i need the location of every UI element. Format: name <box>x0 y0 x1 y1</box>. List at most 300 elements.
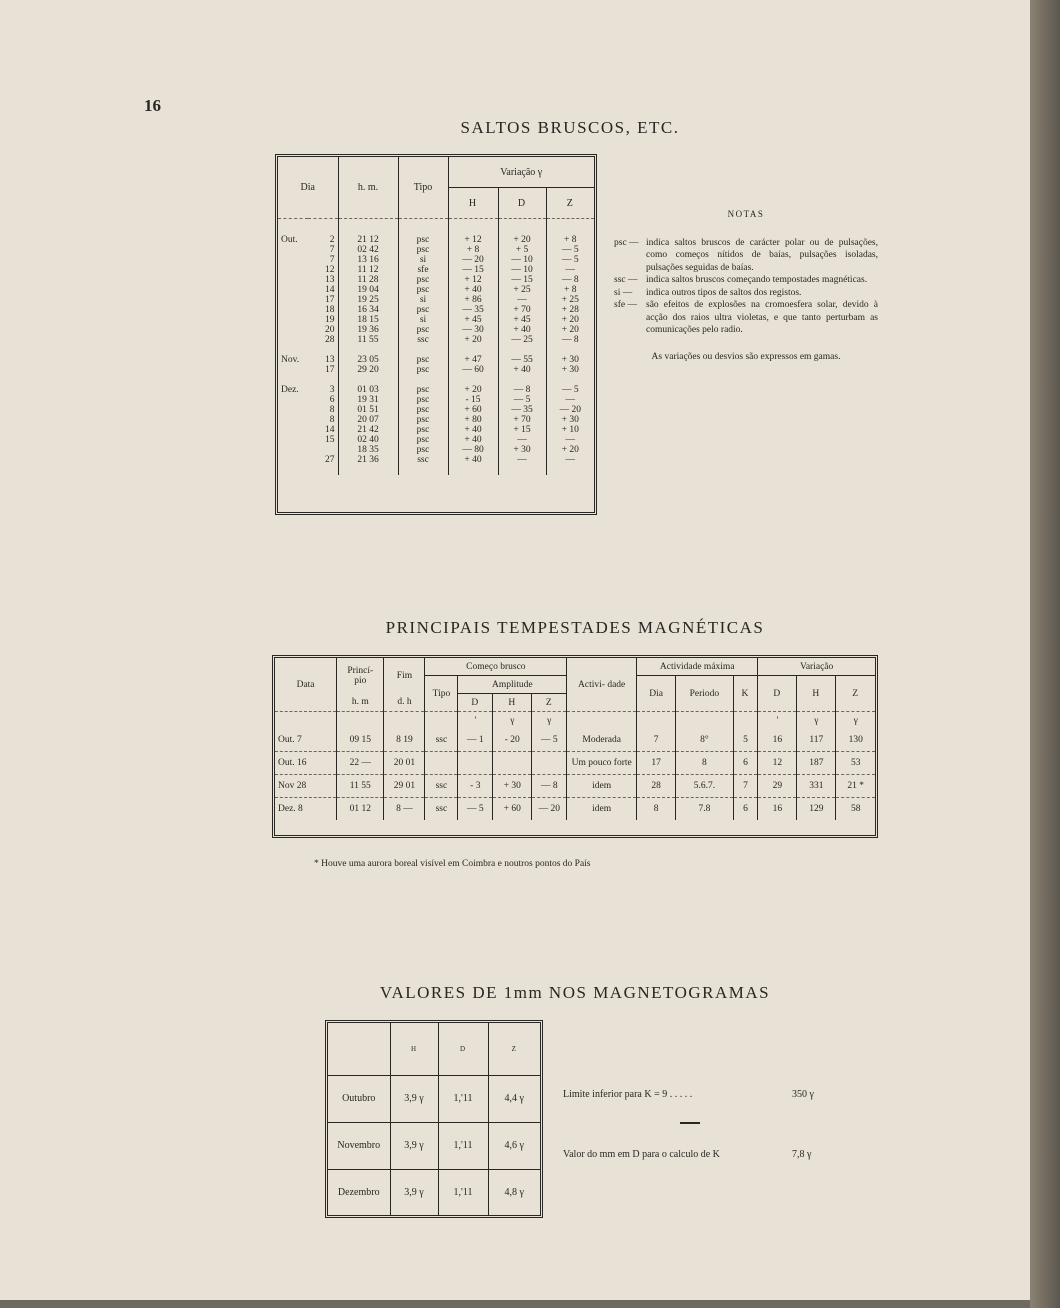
cell: — 5 <box>458 798 493 821</box>
cell: psc <box>398 235 448 245</box>
col-periodo: Periodo <box>676 676 734 712</box>
col-comeco: Começo brusco <box>425 658 567 676</box>
cell: psc <box>398 445 448 455</box>
cell: psc <box>398 305 448 315</box>
cell: 22 — <box>337 752 384 775</box>
cell: + 40 <box>448 425 498 435</box>
cell: + 20 <box>546 315 594 325</box>
cell: 7 <box>733 775 758 798</box>
cell: 3,9 γ <box>390 1170 438 1215</box>
saltos-table <box>278 157 594 475</box>
valores-table-body <box>328 1075 540 1215</box>
cell: 1,'11 <box>438 1075 488 1122</box>
cell: 1,'11 <box>438 1122 488 1169</box>
cell: 6 <box>329 395 335 405</box>
table-row <box>275 798 875 821</box>
table-row <box>278 365 594 375</box>
unit-h-amp: γ <box>493 712 532 730</box>
cell: 20 <box>325 325 335 335</box>
cell: 02 42 <box>338 245 398 255</box>
col-z: Z <box>546 188 594 219</box>
cell: + 20 <box>546 445 594 455</box>
cell: — 60 <box>448 365 498 375</box>
cell: - 3 <box>458 775 493 798</box>
cell: + 12 <box>448 275 498 285</box>
cell: 01 12 <box>337 798 384 821</box>
cell: + 20 <box>448 335 498 345</box>
saltos-title: SALTOS BRUSCOS, ETC. <box>460 118 680 137</box>
cell: 8 19 <box>384 729 425 752</box>
valores-table <box>328 1023 540 1215</box>
table-row <box>278 265 594 275</box>
cell: + 40 <box>448 285 498 295</box>
valores-table-frame <box>325 1020 543 1218</box>
table-row <box>278 305 594 315</box>
cell: psc <box>398 435 448 445</box>
cell: psc <box>398 395 448 405</box>
cell: 16 34 <box>338 305 398 315</box>
cell <box>278 365 308 375</box>
cell: + 45 <box>448 315 498 325</box>
cell: + 5 <box>498 245 546 255</box>
table-row <box>278 385 594 395</box>
cell: si <box>398 255 448 265</box>
cell: — <box>498 435 546 445</box>
cell: ssc <box>425 798 458 821</box>
divider <box>680 1122 700 1124</box>
cell <box>278 405 308 415</box>
col-h-v: H <box>390 1023 438 1075</box>
cell: 21 36 <box>338 455 398 465</box>
cell: — 8 <box>546 275 594 285</box>
cell: 2 <box>329 235 335 245</box>
cell: 18 <box>325 305 335 315</box>
notas <box>614 208 878 363</box>
cell: + 8 <box>546 285 594 295</box>
col-act-max: Actividade máxima <box>637 658 758 676</box>
cell <box>278 265 308 275</box>
cell: 21 12 <box>338 235 398 245</box>
table-row <box>278 415 594 425</box>
cell: + 40 <box>448 435 498 445</box>
cell: + 30 <box>546 415 594 425</box>
cell: 23 05 <box>338 355 398 365</box>
tempestades-table <box>275 658 875 820</box>
cell <box>278 295 308 305</box>
cell: Out. 7 <box>275 729 337 752</box>
cell: 29 <box>758 775 797 798</box>
cell <box>278 285 308 295</box>
cell: 7 <box>637 729 676 752</box>
cell: 4,6 γ <box>488 1122 540 1169</box>
cell: 19 31 <box>338 395 398 405</box>
unit-z-amp: γ <box>532 712 567 730</box>
cell: psc <box>398 275 448 285</box>
cell: + 30 <box>493 775 532 798</box>
cell: Dezembro <box>337 1187 380 1199</box>
cell: ssc <box>398 335 448 345</box>
cell <box>278 335 308 345</box>
col-dia: Dia <box>278 157 338 219</box>
cell: — 5 <box>546 255 594 265</box>
col-variacao: Variação γ <box>448 157 594 188</box>
col-z-v: Z <box>488 1023 540 1075</box>
cell: idem <box>567 798 637 821</box>
cell: 19 04 <box>338 285 398 295</box>
cell: — 30 <box>448 325 498 335</box>
saltos-table-frame <box>275 154 597 515</box>
cell: + 20 <box>448 385 498 395</box>
cell: psc <box>398 415 448 425</box>
cell: 16 <box>758 798 797 821</box>
cell: Nov 28 <box>275 775 337 798</box>
cell: ssc <box>425 729 458 752</box>
note-text: são efeitos de explosões na cromoesfera solar, devido à acção dos raios ultra violetas, e que tanto perturbam as comunicações pelo radio. <box>646 300 878 335</box>
units-row <box>275 712 875 730</box>
cell: 18 35 <box>338 445 398 455</box>
cell: si <box>398 315 448 325</box>
table-row <box>275 729 875 752</box>
table-row <box>278 235 594 245</box>
notas-footer: As variações ou desvios são expressos em gamas. <box>651 351 841 362</box>
cell: 11 28 <box>338 275 398 285</box>
cell: Novembro <box>328 1122 390 1169</box>
cell: 09 15 <box>337 729 384 752</box>
notas-list <box>614 237 878 337</box>
cell: 7.8 <box>676 798 734 821</box>
cell: + 40 <box>448 455 498 465</box>
cell: 117 <box>797 729 836 752</box>
cell: 16 <box>758 729 797 752</box>
cell: + 20 <box>498 235 546 245</box>
cell: — 8 <box>546 335 594 345</box>
cell: — 10 <box>498 255 546 265</box>
valores-title: VALORES DE 1mm NOS MAGNETOGRAMAS <box>379 983 771 1002</box>
cell: 01 03 <box>338 385 398 395</box>
cell: 19 <box>325 315 335 325</box>
table-row <box>278 315 594 325</box>
cell: — 5 <box>546 385 594 395</box>
cell: + 30 <box>546 355 594 365</box>
cell: 8 <box>329 415 335 425</box>
cell: 17 <box>637 752 676 775</box>
note-key: si — <box>614 287 633 298</box>
col-d: D <box>498 188 546 219</box>
cell: psc <box>398 385 448 395</box>
valor-label: Valor do mm em D para o calculo de K <box>563 1149 720 1160</box>
cell: 20 01 <box>384 752 425 775</box>
cell: + 80 <box>448 415 498 425</box>
cell: + 28 <box>546 305 594 315</box>
table-row <box>278 335 594 345</box>
table-row <box>328 1122 540 1169</box>
cell: — 55 <box>498 355 546 365</box>
cell: 5.6.7. <box>676 775 734 798</box>
cell: 187 <box>797 752 836 775</box>
cell: 02 40 <box>338 435 398 445</box>
cell: 8 <box>676 752 734 775</box>
cell: psc <box>398 285 448 295</box>
cell: 53 <box>836 752 875 775</box>
col-data: Data <box>275 658 337 712</box>
note-item <box>614 299 878 337</box>
cell: psc <box>398 245 448 255</box>
cell: 3,9 γ <box>390 1122 438 1169</box>
table-row <box>278 355 594 365</box>
col-d-var: D <box>758 676 797 712</box>
col-variacao-t: Variação <box>758 658 875 676</box>
col-tipo: Tipo <box>398 157 448 219</box>
table-row <box>278 275 594 285</box>
note-item <box>614 287 878 300</box>
cell: 8 <box>637 798 676 821</box>
cell: 11 55 <box>337 775 384 798</box>
note-text: indica saltos bruscos de carácter polar ou de pulsações, como começos nítidos de baías, pulsações isoladas, pulsações seguidas de baías. <box>646 237 878 273</box>
cell <box>278 455 308 465</box>
cell: ssc <box>425 775 458 798</box>
cell: — 10 <box>498 265 546 275</box>
limite-value: 350 γ <box>792 1089 814 1100</box>
cell: 8° <box>676 729 734 752</box>
cell <box>278 435 308 445</box>
table-row <box>278 455 594 465</box>
col-actividade: Activi- dade <box>567 658 637 712</box>
cell: + 86 <box>448 295 498 305</box>
cell: 19 25 <box>338 295 398 305</box>
cell: 331 <box>797 775 836 798</box>
cell: + 12 <box>448 235 498 245</box>
cell: 11 55 <box>338 335 398 345</box>
col-fim: Fim <box>384 658 425 694</box>
cell: 21 42 <box>338 425 398 435</box>
notas-title: NOTAS <box>727 209 765 219</box>
cell: 19 36 <box>338 325 398 335</box>
cell: + 40 <box>498 325 546 335</box>
cell <box>278 305 308 315</box>
table-row <box>275 775 875 798</box>
cell: + 60 <box>493 798 532 821</box>
note-item <box>614 237 878 275</box>
unit-d-var: ' <box>758 712 797 730</box>
note-text: indica saltos bruscos começando tempostades magnéticas. <box>646 275 868 285</box>
table-row <box>278 445 594 455</box>
cell: 4,8 γ <box>488 1170 540 1215</box>
table-row <box>278 325 594 335</box>
table-row <box>278 255 594 265</box>
cell: ssc <box>398 455 448 465</box>
cell: 12 <box>758 752 797 775</box>
col-d-v: D <box>438 1023 488 1075</box>
cell: + 45 <box>498 315 546 325</box>
cell: — 15 <box>498 275 546 285</box>
cell: 13 <box>325 275 335 285</box>
cell: sfe <box>398 265 448 275</box>
col-z-amp: Z <box>532 694 567 712</box>
cell: + 60 <box>448 405 498 415</box>
cell: psc <box>398 405 448 415</box>
cell: + 20 <box>546 325 594 335</box>
cell: 28 <box>325 335 335 345</box>
page-number: 16 <box>144 96 161 115</box>
cell: 13 <box>325 355 335 365</box>
cell <box>278 445 308 455</box>
cell: — 25 <box>498 335 546 345</box>
cell: — 5 <box>532 729 567 752</box>
cell: Outubro <box>328 1075 390 1122</box>
valor-value: 7,8 γ <box>792 1149 812 1160</box>
cell: + 10 <box>546 425 594 435</box>
cell: — 20 <box>448 255 498 265</box>
cell <box>278 245 308 255</box>
cell: + 25 <box>498 285 546 295</box>
cell: — 20 <box>546 405 594 415</box>
cell: 14 <box>325 425 335 435</box>
tempestades-table-body <box>275 729 875 820</box>
cell: — 35 <box>448 305 498 315</box>
cell: 130 <box>836 729 875 752</box>
cell: Dez. <box>281 385 299 395</box>
cell: — 80 <box>448 445 498 455</box>
cell: Dez. 8 <box>278 804 303 814</box>
cell: 12 <box>325 265 335 275</box>
cell: 3,9 γ <box>390 1075 438 1122</box>
unit-h-var: γ <box>797 712 836 730</box>
table-row <box>278 395 594 405</box>
cell: - 20 <box>493 729 532 752</box>
table-row <box>278 245 594 255</box>
cell: Nov. <box>281 355 300 365</box>
tempestades-title: PRINCIPAIS TEMPESTADES MAGNÉTICAS <box>385 618 765 637</box>
col-h-amp: H <box>493 694 532 712</box>
cell <box>308 445 338 455</box>
table-row <box>328 1075 540 1122</box>
cell: Out. <box>281 235 298 245</box>
col-amplitude: Amplitude <box>458 676 567 694</box>
cell: 6 <box>733 752 758 775</box>
cell <box>458 752 493 775</box>
cell: 6 <box>733 798 758 821</box>
cell: 28 <box>637 775 676 798</box>
cell <box>278 325 308 335</box>
note-key: ssc — <box>614 275 638 285</box>
col-z-var: Z <box>836 676 875 712</box>
cell: psc <box>398 365 448 375</box>
cell: 15 <box>325 435 335 445</box>
cell: 7 <box>329 245 335 255</box>
cell: 1,'11 <box>438 1170 488 1215</box>
cell: 18 15 <box>338 315 398 325</box>
cell: — <box>546 265 594 275</box>
saltos-table-body <box>278 235 594 475</box>
cell: 5 <box>733 729 758 752</box>
table-row <box>278 425 594 435</box>
cell: 01 51 <box>338 405 398 415</box>
note-key: sfe — <box>614 300 637 310</box>
col-principio: Princí- pio <box>337 658 384 694</box>
cell: — 5 <box>498 395 546 405</box>
cell: + 30 <box>546 365 594 375</box>
cell: — 35 <box>498 405 546 415</box>
cell: — 5 <box>546 245 594 255</box>
col-hm: h. m. <box>338 157 398 219</box>
cell: 21 * <box>836 775 875 798</box>
table-row <box>278 295 594 305</box>
col-h-var: H <box>797 676 836 712</box>
col-h: H <box>448 188 498 219</box>
note-text: indica outros tipos de saltos dos registos. <box>646 287 802 298</box>
cell: 17 <box>325 295 335 305</box>
cell: psc <box>398 325 448 335</box>
cell: — <box>498 295 546 305</box>
table-row <box>328 1170 540 1215</box>
cell <box>278 315 308 325</box>
cell: 8 — <box>384 798 425 821</box>
cell <box>278 415 308 425</box>
cell: + 47 <box>448 355 498 365</box>
table-row <box>275 752 875 775</box>
cell: — <box>546 395 594 405</box>
cell: 4,4 γ <box>488 1075 540 1122</box>
cell <box>493 752 532 775</box>
col-k: K <box>733 676 758 712</box>
cell: + 70 <box>498 305 546 315</box>
cell: + 8 <box>546 235 594 245</box>
cell: 14 <box>325 285 335 295</box>
table-row <box>278 435 594 445</box>
cell: psc <box>398 355 448 365</box>
note-item <box>614 274 878 287</box>
cell: — <box>546 435 594 445</box>
col-hm-t: h. m <box>337 694 384 712</box>
col-d-amp: D <box>458 694 493 712</box>
cell: + 8 <box>448 245 498 255</box>
cell: + 25 <box>546 295 594 305</box>
cell <box>278 255 308 265</box>
col-tipo-t: Tipo <box>425 676 458 712</box>
cell: 8 <box>329 405 335 415</box>
cell: 11 12 <box>338 265 398 275</box>
limite-label: Limite inferior para K = 9 . . . . . <box>563 1089 693 1100</box>
cell: 17 <box>325 365 335 375</box>
cell <box>278 425 308 435</box>
cell: 13 16 <box>338 255 398 265</box>
cell: 3 <box>329 385 335 395</box>
cell: 129 <box>797 798 836 821</box>
cell: si <box>398 295 448 305</box>
tempestades-table-frame <box>272 655 878 838</box>
cell: 58 <box>836 798 875 821</box>
cell: — <box>498 455 546 465</box>
page-edge <box>1030 0 1060 1308</box>
cell <box>278 275 308 285</box>
cell: 20 07 <box>338 415 398 425</box>
cell: — 15 <box>448 265 498 275</box>
cell <box>532 752 567 775</box>
cell: 27 <box>325 455 335 465</box>
cell: 7 <box>329 255 335 265</box>
cell: — 8 <box>498 385 546 395</box>
table-row <box>278 285 594 295</box>
unit-d-amp: ' <box>458 712 493 730</box>
cell: — 1 <box>458 729 493 752</box>
cell: + 30 <box>498 445 546 455</box>
cell: idem <box>567 775 637 798</box>
cell: Moderada <box>567 729 637 752</box>
unit-z-var: γ <box>836 712 875 730</box>
cell: — 20 <box>532 798 567 821</box>
cell <box>278 395 308 405</box>
cell: — <box>546 455 594 465</box>
